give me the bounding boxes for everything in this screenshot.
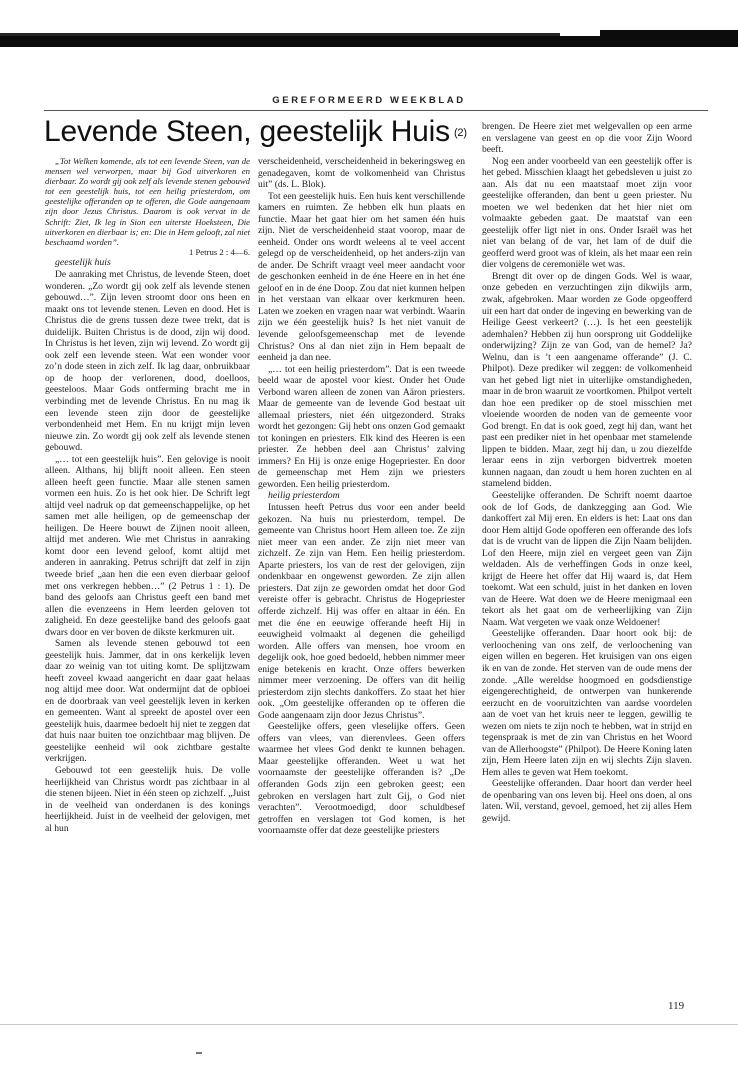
- subheading: heilig priesterdom: [268, 490, 340, 502]
- paragraph: Geestelijke offeranden. De Schrift noemt daartoe ook de lof Gods, de dankzegging aan God. Wie dankoffert zal Mij eren. En elders is het: Laat ons dan door Hem altijd Gode opofferen een offerande des lofs dat is de vrucht van de lippen die Zijn Naam belijden. Lof den Heere, mijn ziel en vergeet geen van Zijn weldaden. Als de verheffingen Gods in onze keel, krijgt de Heere het offer dat Hij waard is, dat Hem toekomt. Wat een schuld, juist in het danken en loven van de Heere. Wat doen we de Heere menigmaal een tekort als het gaat om de verheerlijking van Zijn Naam. Wat vergeten we vaak onze Weldoener!: [482, 490, 692, 628]
- paragraph: Geestelijke offeranden. Daar hoort ook bij: de verloochening van ons zelf, de verloochening van eigen willen en begeren. Het kruisigen van ons eigen ik en van de zonde. Het sterven van de oude mens der zonde. „Alle wereldse hoogmoed en godsdienstige eigengerechtigheid, de ontwerpen van hunkerende eerzucht en de vooruitzichten van aardse voordelen aan de voet van het kruis neer te leggen, gewillig te wezen om niets te zijn noch te hebben, wat in strijd en tegenspraak is met de zin van Christus en het Woord van de Allerhoogste” (Philpot). De Heere Koning laten zijn, Hem Heere laten zijn en wij slechts Zijn slaven. Hem alles te geven wat Hem toekomt.: [482, 628, 692, 778]
- footer-rule: [0, 1024, 738, 1025]
- paragraph: Tot een geestelijk huis. Een huis kent verschillende kamers en ruimten. Ze hebben elk hun plaats en functie. Maar het gaat hier om het samen één huis zijn. Niet de verscheidenheid staat voorop, maar de eenheid. Onder ons wordt weleens al te veel accent gelegd op de verscheidenheid, op het anders-zijn van de ander. De Schrift vraagt veel meer aandacht voor de geschonken eenheid in de éne Heere en in het éne geloof en in de éne Doop. Zou dat niet kunnen helpen in het verstaan van elkaar over kerkmuren heen. Laten we zoeken en vragen naar wat verbindt. Waarin zijn we één geestelijk huis? Is het niet vanuit de levende geloofsgemeenschap met de levende Christus? Ons al dan niet zijn in Hem bepaalt de eenheid ja dan nee.: [258, 190, 465, 364]
- scan-edge: [0, 0, 738, 50]
- scan-edge-bar: [0, 36, 738, 47]
- paragraph: De aanraking met Christus, de levende Steen, doet wonderen. „Zo wordt gij ook zelf als levende stenen gebouwd…”. Zijn leven stroomt door ons heen en maakt ons tot levende stenen. Leven en dood. Het is Christus die de grens tussen deze twee trekt, dat is duidelijk. Buiten Christus is de dood, zijn wij dood. In Christus is het leven, zijn wij levend. Zo wordt gij ook zelf een levende steen. Wat een wonder voor zo’n dode steen in zich zelf. Ik lag daar, onbruikbaar op de hoop der verlorenen, dood, doelloos, geesteloos. Maar Gods ontferming bracht me in verbinding met de levende Christus. En nu mag ik een levende steen zijn door de geestelijke verbondenheid met Hem. En nu krijgt mijn leven nieuwe zin. Zo wordt gij ook zelf als levende stenen gebouwd.: [45, 269, 250, 454]
- paragraph: Geestelijke offeranden. Daar hoort dan verder heel de openbaring van ons leven bij. Heel ons doen, al ons laten. Wil, verstand, gevoel, gemoed, het zij alles Hem gewijd.: [482, 778, 692, 824]
- paragraph: Intussen heeft Petrus dus voor een ander beeld gekozen. Na huis nu priesterdom, tempel. De gemeente van Christus hoort Hem alleen toe. Ze zijn niet meer van een ander. Ze zijn niet meer van zichzelf. Ze zijn van Hem. Een heilig priesterdom. Aparte priesters, los van de rest der gelovigen, zijn ondenkbaar en ongewenst geworden. Ze zijn allen priesters. Dat zijn ze geworden omdat het door God vereiste offer is gebracht. Christus de Hogepriester offerde zichzelf. Hij was offer en altaar in één. En met die éne en eeuwige offerande heeft Hij in eeuwigheid volmaakt al degenen die geheiligd worden. Alle offers van mensen, hoe vroom en degelijk ook, hoe goed bedoeld, hebben nimmer meer enige betekenis en kracht. Onze offers bewerken nimmer meer verzoening. De offers van dit heilig priesterdom zijn slechts dankoffers. Zo staat het hier ook. „Om geestelijke offeranden op te offeren die Gode aangenaam zijn door Jezus Christus”.: [258, 502, 465, 721]
- epigraph-source: 1 Petrus 2 : 4—6.: [188, 246, 250, 257]
- scan-edge-bar: [0, 33, 560, 36]
- scan-edge-bar: [600, 30, 738, 36]
- paragraph: Gebouwd tot een geestelijk huis. De volle heerlijkheid van Christus wordt pas zichtbaar in al die stenen bijeen. Niet in één steen op zichzelf. „Juist in de veelheid van onderdanen is des konings heerlijkheid. Juist in de veelheid der gelovigen, met al hun: [45, 765, 250, 834]
- page-number: 119: [668, 1000, 685, 1012]
- scan-mark: [196, 1052, 202, 1054]
- paragraph: verscheidenheid, verscheidenheid in bekeringsweg en genadegaven, komt de volkomenheid van Christus uit” (ds. L. Blok).: [258, 156, 465, 191]
- article-part-number: (2): [453, 127, 467, 140]
- running-head: GEREFORMEERD WEEKBLAD: [272, 95, 466, 106]
- paragraph: Samen als levende stenen gebouwd tot een geestelijk huis. Jammer, dat in ons kerkelijk leven daar zo weinig van tot uiting komt. De splijtzwam heeft zoveel kwaad aangericht en daar gaat helaas nog altijd mee door. Wat ondermijnt dat de opbloei en de doorbraak van veel geestelijk leven in kerken en gemeenten. Want al spreekt de apostel over een geestelijk huis, daarmee bedoelt hij niet te zeggen dat dat huis naar buiten toe onzichtbaar mag blijven. De geestelijke eenheid wil ook zichtbare gestalte verkrijgen.: [45, 638, 250, 765]
- column-3: [482, 121, 692, 824]
- paragraph: Nog een ander voorbeeld van een geestelijk offer is het gebed. Misschien klaagt het gebedsleven u juist zo aan. Als dat nu een maatstaaf moet zijn voor geestelijke offeranden, dan bent u geen priester. Nu moeten we wel bedenken dat het hier niet om volmaakte gebeden gaat. De maatstaf van een geestelijk offer ligt niet in ons. Onder Israël was het niet van belang of de var, het lam of de duif die geofferd werd groot was of klein, als het maar een rein dier volgens de ceremoniële wet was.: [482, 155, 692, 271]
- paragraph: brengen. De Heere ziet met welgevallen op een arme en verslagene van geest en op die voor Zijn Woord beeft.: [482, 121, 692, 156]
- paragraph: „… tot een geestelijk huis”. Een gelovige is nooit alleen. Althans, hij blijft nooit alleen. Een steen alleen heeft geen functie. Maar alle stenen samen vormen een huis. Zo is het ook hier. De Schrift legt altijd veel nadruk op dat gemeenschappelijke, op het samen met alle heiligen, op de gemeenschap der heiligen. De Heere bouwt de Zijnen nooit alleen, altijd met anderen. Wie met Christus in aanraking komt door een levend geloof, komt altijd met anderen in aanraking. Petrus schrijft dat zelf in zijn tweede brief „aan hen die een even dierbaar geloof met ons verkregen hebben…” (2 Petrus 1 : 1). De band des geloofs aan Christus geeft een band met allen die evenzeens in Hem leerden geloven tot zaligheid. En deze geestelijke band des geloofs gaat dwars door en ver boven de dikste kerkmuren uit.: [45, 453, 250, 638]
- header-rule: [44, 110, 708, 111]
- article-title: [44, 115, 476, 149]
- subheading: geestelijk huis: [55, 257, 111, 269]
- paragraph: „… tot een heilig priesterdom”. Dat is een tweede beeld waar de apostel voor kiest. Onder het Oude Verbond waren alleen de zonen van Aäron priesters. Maar de gemeente van de levende God bestaat uit allemaal priesters, niet één uitgezonderd. Straks wordt het gezongen: Gij hebt ons onzen God gemaakt tot koningen en priesters. Elk kind des Heeren is een priester. Ze hebben deel aan Christus’ zalving immers? En Hij is onze enige Hogepriester. En door de gemeenschap met Hem zijn we priesters geworden. Een heilig priesterdom.: [258, 363, 465, 490]
- column-1: [45, 156, 250, 834]
- paragraph: Geestelijke offers, geen vleselijke offers. Geen offers van vlees, van dierenvlees. Geen offers waarmee het vlees God denkt te kunnen behagen. Maar geestelijke offeranden. Weet u wat het voornaamste der geestelijke offeranden is? „De offeranden Gods zijn een gebroken geest; een gebroken en verslagen hart zult Gij, o God niet verachten”. Verootmoedigd, door schuldbesef getroffen en verslagen tot God komen, is het voornaamste offer dat deze geestelijke priesters: [258, 721, 465, 837]
- column-2: [258, 156, 465, 837]
- paragraph: Brengt dit over op de dingen Gods. Wel is waar, onze gebeden en verzuchtingen zijn dikwijls arm, zwak, afgebroken. Maar worden ze Gode opgeofferd uit een hart dat onder de ingeving en bewerking van de Heilige Geest verkeert? (…). Is het een geestelijk ademhalen? Hebben zij hun oorsprong uit Goddelijke onderwijzing? Zijn ze van God, van de hemel? Ja? Welnu, dan is ’t een aangename offerande” (J. C. Philpot). Deze prediker wil zeggen: de volkomenheid van het gebed ligt niet in uiterlijke omstandigheden, maar in de bron waaruit ze voortkomen. Philpot vertelt dan hoe een prediker op de stoel misschien met vloeiende woorden de noden van de gemeente voor God brengt. En dat is ook goed, zegt hij dan, want het past een prediker niet in het openbaar met stamelende lippen te bidden. Maar, zegt hij dan, u zou diezelfde leraar eens in zijn verborgen bidvertrek moeten kunnen nagaan, dan zoudt u hem horen zuchten en al stamelend bidden.: [482, 270, 692, 490]
- epigraph: „Tot Welken komende, als tot een levende Steen, van de mensen wel verworpen, maar bij God uitverkoren en dierbaar. Zo wordt gij ook zelf als levende stenen gebouwd tot een geestelijk huis, tot een heilig priesterdom, om geestelijke offeranden op te offeren, die Gode aangenaam zijn door Jezus Christus. Daarom is ook vervat in de Schrift: Ziet, Ik leg in Sion een uiterste Hoeksteen, Die uitverkoren en dierbaar is; en: Die in Hem gelooft, zal niet beschaamd worden”.: [45, 156, 250, 247]
- article-title-text: Levende Steen, geestelijk Huis: [44, 115, 450, 148]
